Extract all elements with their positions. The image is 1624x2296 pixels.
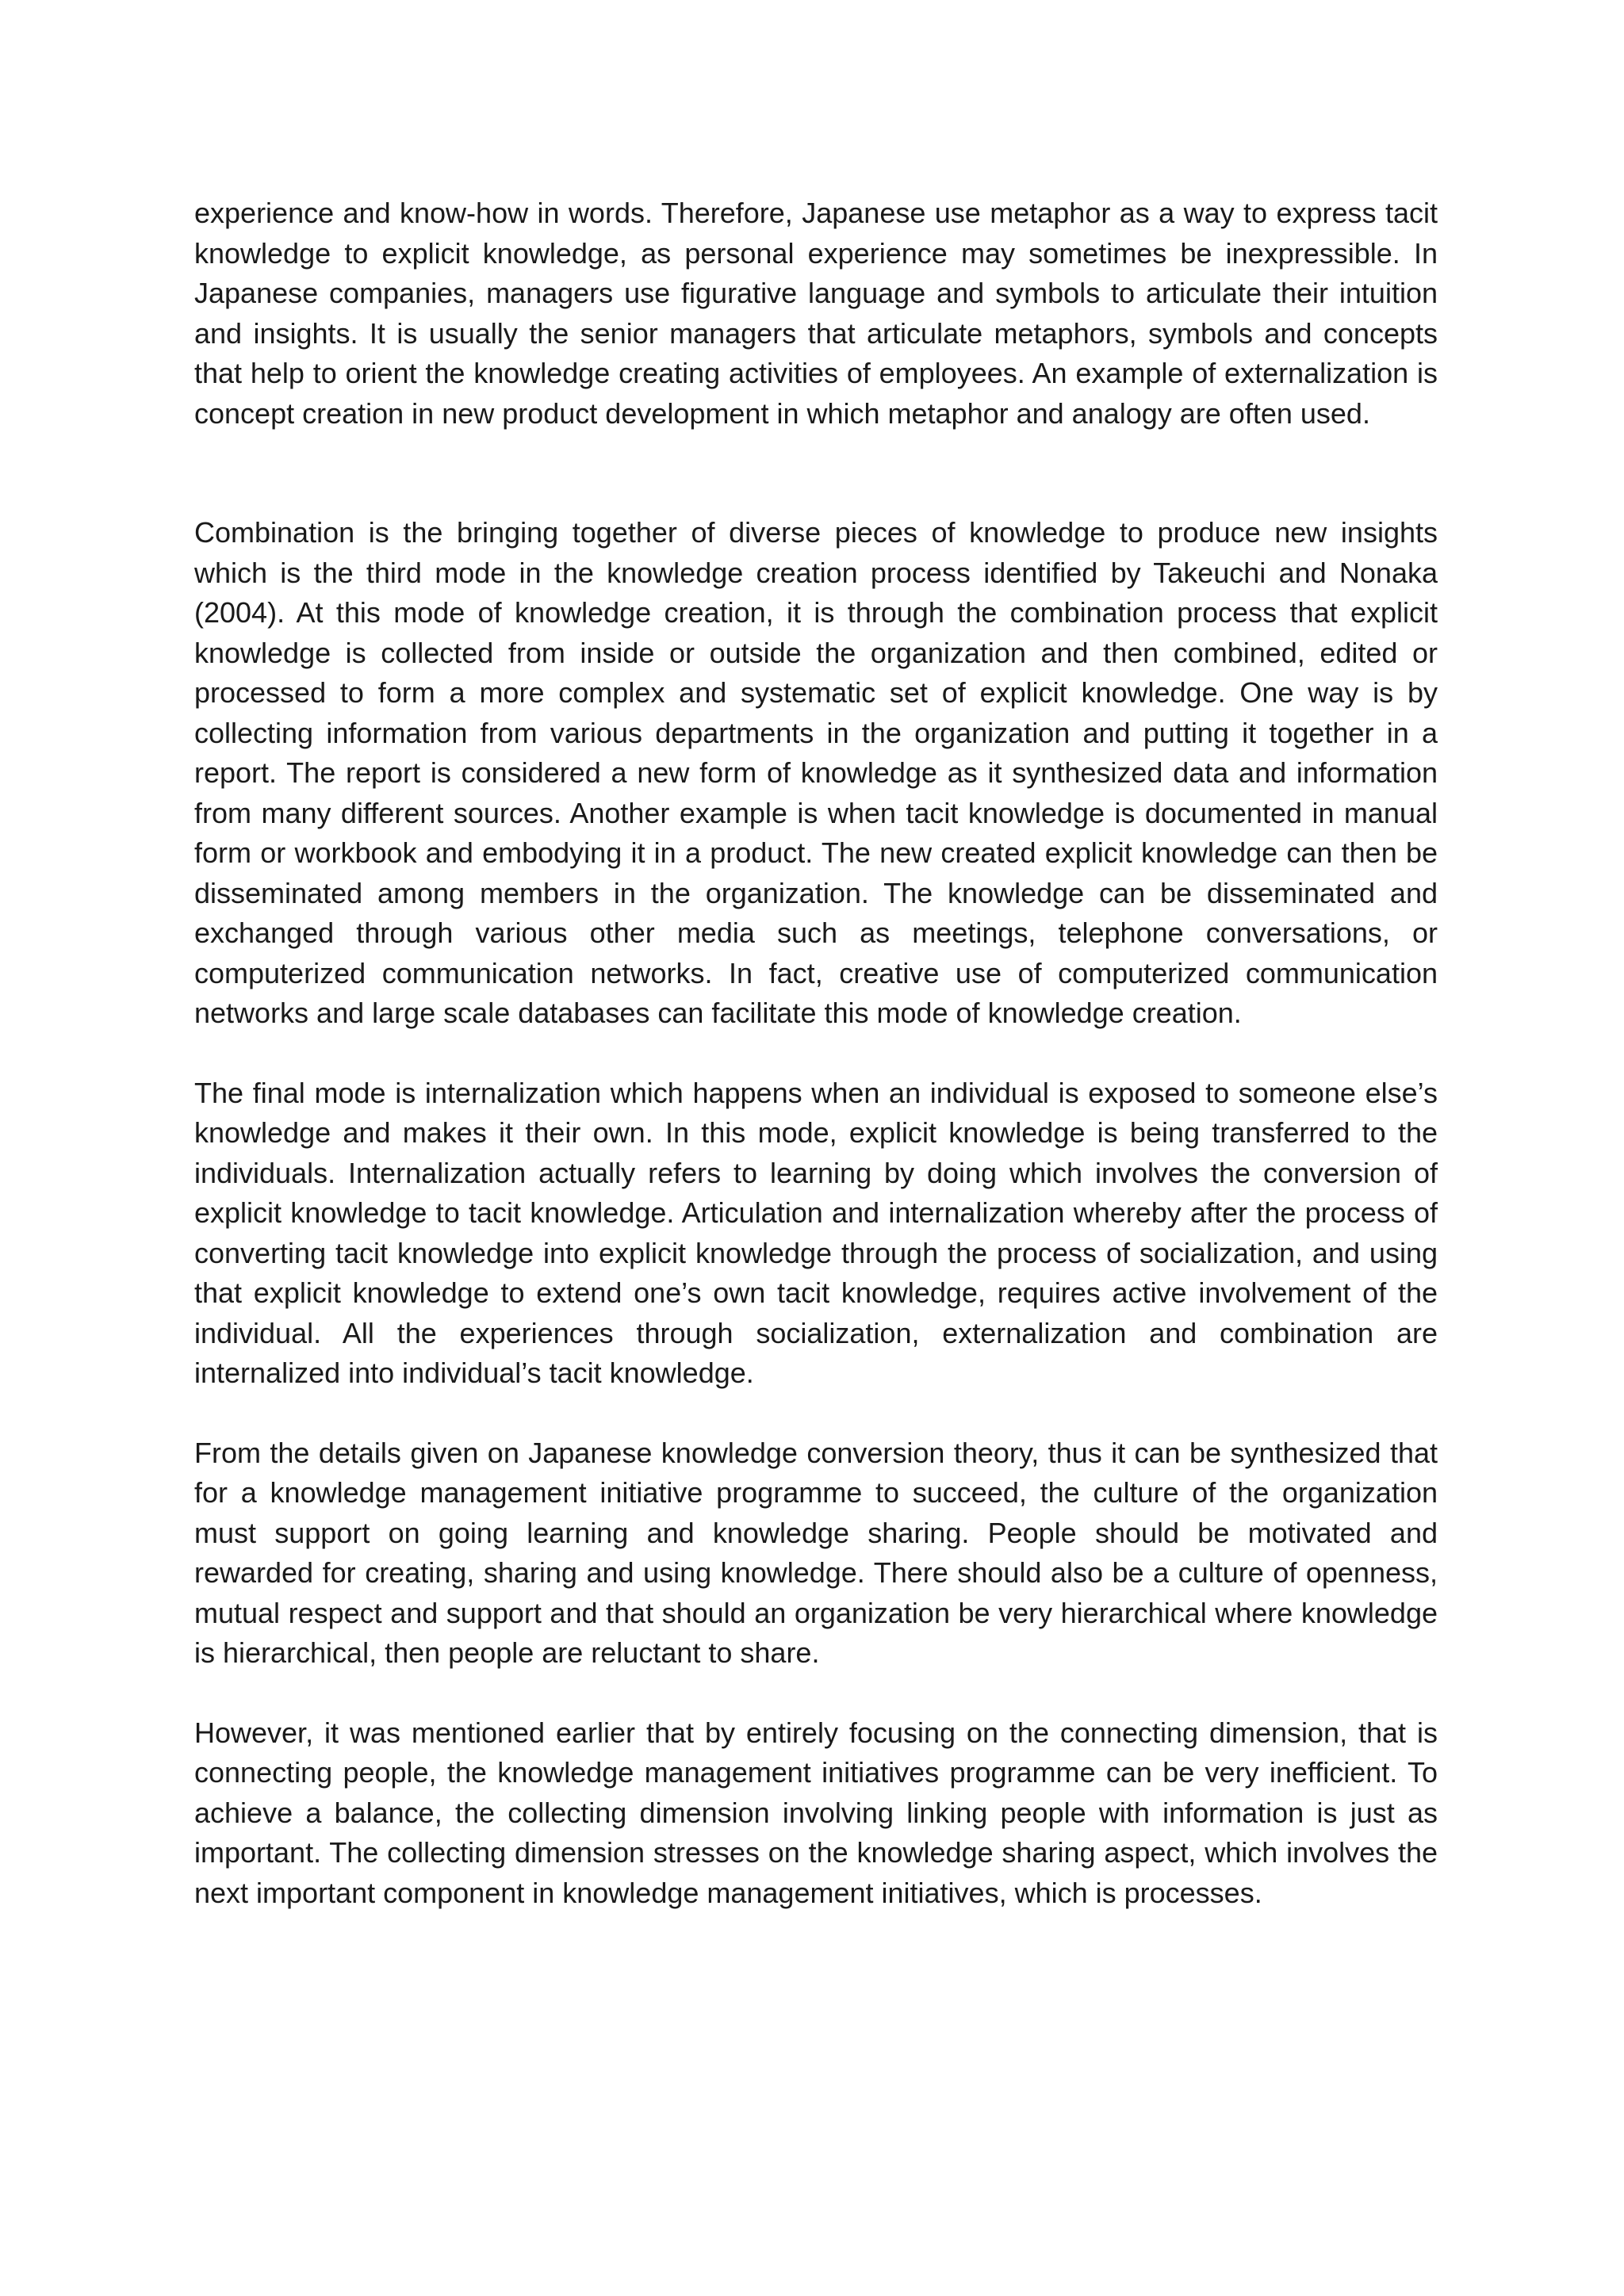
paragraph-spacer — [194, 434, 1438, 513]
paragraph-combination: Combination is the bringing together of diverse pieces of knowledge to produce new insights which is the third mode in the knowledge creation process identified by Takeuchi and Nonaka (2004). At this mode of knowledge creation, it is through the combination process that explicit knowledge is collected from inside or outside the organization and then combined, edited or processed to form a more complex and systematic set of explicit knowledge. One way is by collecting information from various departments in the organization and putting it together in a report. The report is considered a new form of knowledge as it synthesized data and information from many different sources. Another example is when tacit knowledge is documented in manual form or workbook and embodying it in a product. The new created explicit knowledge can then be disseminated among members in the organization. The knowledge can be disseminated and exchanged through various other media such as meetings, telephone conversations, or computerized communication networks. In fact, creative use of computerized communication networks and large scale databases can facilitate this mode of knowledge creation. — [194, 516, 1438, 1029]
paragraph-spacer — [194, 1034, 1438, 1073]
document-body — [194, 193, 1438, 1913]
paragraph-collecting-dimension: However, it was mentioned earlier that by entirely focusing on the connecting dimension, that is connecting people, the knowledge management initiatives programme can be very inefficient. To achieve a balance, the collecting dimension involving linking people with information is just as important. The collecting dimension stresses on the knowledge sharing aspect, which involves the next important component in knowledge management initiatives, which is processes. — [194, 1716, 1438, 1909]
paragraph-synthesis: From the details given on Japanese knowledge conversion theory, thus it can be synthesized that for a knowledge management initiative programme to succeed, the culture of the organization must support on going learning and knowledge sharing. People should be motivated and rewarded for creating, sharing and using knowledge. There should also be a culture of openness, mutual respect and support and that should an organization be very hierarchical where knowledge is hierarchical, then people are reluctant to share. — [194, 1436, 1438, 1669]
paragraph-externalization: experience and know-how in words. Therefore, Japanese use metaphor as a way to express tacit knowledge to explicit knowledge, as personal experience may sometimes be inexpressible. In Japanese companies, managers use figurative language and symbols to articulate their intuition and insights. It is usually the senior managers that articulate metaphors, symbols and concepts that help to orient the knowledge creating activities of employees. An example of externalization is concept creation in new product development in which metaphor and analogy are often used. — [194, 197, 1438, 430]
paragraph-spacer — [194, 1674, 1438, 1713]
paragraph-internalization: The final mode is internalization which happens when an individual is exposed to someone else’s knowledge and makes it their own. In this mode, explicit knowledge is being transferred to the individuals. Internalization actually refers to learning by doing which involves the conversion of explicit knowledge to tacit knowledge. Articulation and internalization whereby after the process of converting tacit knowledge into explicit knowledge through the process of socialization, and using that explicit knowledge to extend one’s own tacit knowledge, requires active involvement of the individual. All the experiences through socialization, externalization and combination are internalized into individual’s tacit knowledge. — [194, 1076, 1438, 1389]
paragraph-spacer — [194, 1394, 1438, 1433]
